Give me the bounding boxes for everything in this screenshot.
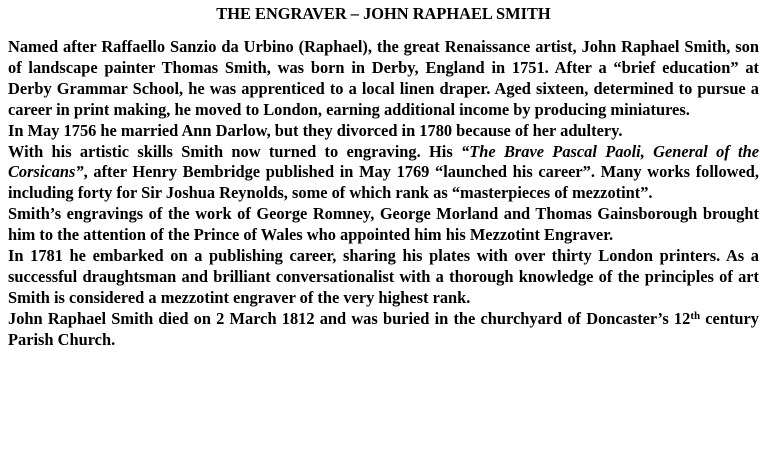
paragraph-death-text-end: century Parish Church. [8,308,759,349]
paragraph-marriage: In May 1756 he married Ann Darlow, but they divorced in 1780 because of her adultery. [8,120,623,140]
paragraph-engraving-text-end: , after Henry Bembridge published in May 1769 “launched his career”. Many works followed, including forty for Sir Joshua Reynolds, some of which rank as “masterpieces of mezzotint”. [8,162,759,203]
document [8,4,759,351]
paragraph-early-life: Named after Raffaello Sanzio da Urbino (Raphael), the great Renaissance artist, John Raphael Smith, son of landscape painter Thomas Smith, was born in Derby, England in 1751. After a “brief education” at Derby Grammar School, he was apprenticed to a local linen draper. Aged sixteen, determined to pursue a career in print making, he moved to London, earning additional income by producing miniatures. [8,37,759,119]
paragraph-death-text-start: John Raphael Smith died on 2 March 1812 and was buried in the churchyard of Doncaster’s 12 [8,308,691,328]
ordinal-suffix: th [690,309,701,322]
paragraph-publishing-career: In 1781 he embarked on a publishing career, sharing his plates with over thirty London printers. As a successful draughtsman and brilliant conversationalist with a thorough knowledge of the principles of art Smith is considered a mezzotint engraver of the very highest rank. [8,246,759,307]
document-title: THE ENGRAVER – JOHN RAPHAEL SMITH [216,4,551,23]
artwork-title: “The Brave Pascal Paoli, General of the Corsicans” [8,141,760,182]
paragraph-royal-appointment: Smith’s engravings of the work of George Romney, George Morland and Thomas Gainsborough brought him to the attention of the Prince of Wales who appointed him his Mezzotint Engraver. [8,204,759,245]
paragraph-death [8,309,759,351]
paragraph-engraving-text-start: With his artistic skills Smith now turned to engraving. His [8,141,462,161]
paragraph-engraving-career [8,142,759,205]
